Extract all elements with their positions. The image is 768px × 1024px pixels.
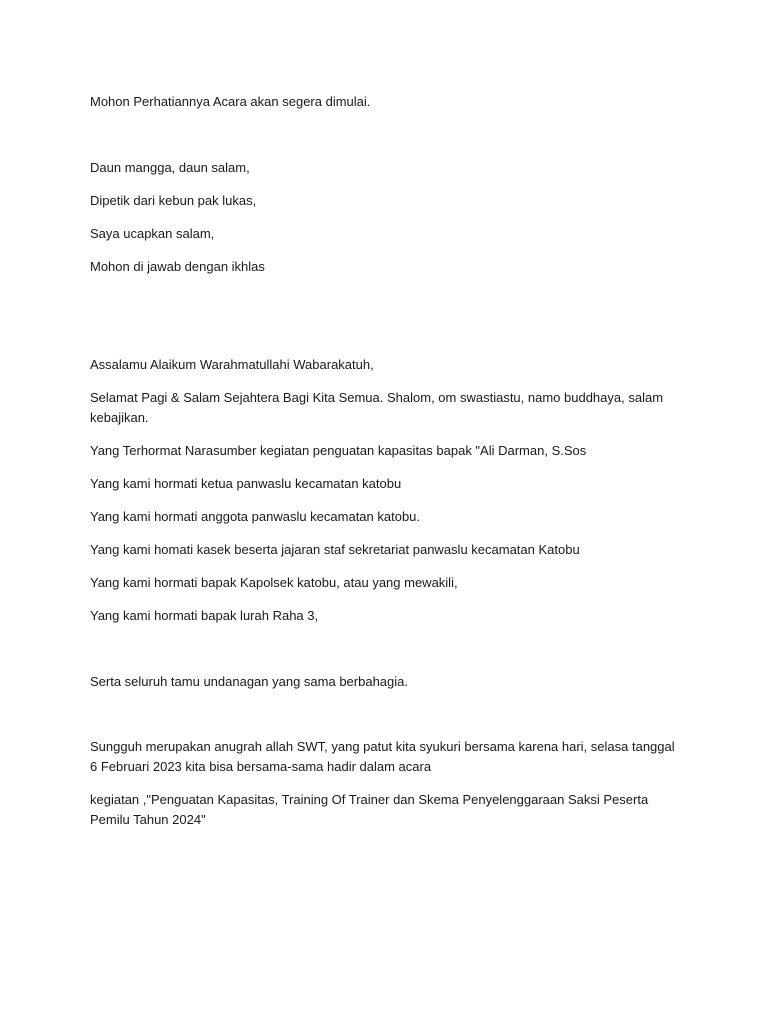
greeting-line: Assalamu Alaikum Warahmatullahi Wabarakatuh, [90,357,374,372]
salutation-paragraph: Selamat Pagi & Salam Sejahtera Bagi Kita Semua. Shalom, om swastiastu, namo buddhaya, salam kebajikan. [90,390,664,425]
pantun-line-1: Daun mangga, daun salam, [90,160,250,175]
pantun-line-2: Dipetik dari kebun pak lukas, [90,193,257,208]
event-title-paragraph: kegiatan ,"Penguatan Kapasitas, Training Of Trainer dan Skema Penyelenggaraan Saksi Peserta Pemilu Tahun 2024" [90,792,649,827]
honorific-line-2: Yang kami hormati ketua panwaslu kecamatan katobu [90,476,402,491]
honorific-line-1: Yang Terhormat Narasumber kegiatan penguatan kapasitas bapak "Ali Darman, S.Sos [90,443,587,458]
honorific-line-6: Yang kami hormati bapak lurah Raha 3, [90,608,319,623]
guests-line: Serta seluruh tamu undanagan yang sama berbahagia. [90,674,408,689]
pantun-line-3: Saya ucapkan salam, [90,226,215,241]
honorific-line-4: Yang kami homati kasek beserta jajaran staf sekretariat panwaslu kecamatan Katobu [90,542,580,557]
announcement-line: Mohon Perhatiannya Acara akan segera dimulai. [90,94,371,109]
gratitude-paragraph: Sungguh merupakan anugrah allah SWT, yang patut kita syukuri bersama karena hari, selasa tanggal 6 Februari 2023 kita bisa bersama-sama hadir dalam acara [90,739,675,774]
pantun-line-4: Mohon di jawab dengan ikhlas [90,259,265,274]
honorific-line-5: Yang kami hormati bapak Kapolsek katobu, atau yang mewakili, [90,575,458,590]
honorific-line-3: Yang kami hormati anggota panwaslu kecamatan katobu. [90,509,421,524]
